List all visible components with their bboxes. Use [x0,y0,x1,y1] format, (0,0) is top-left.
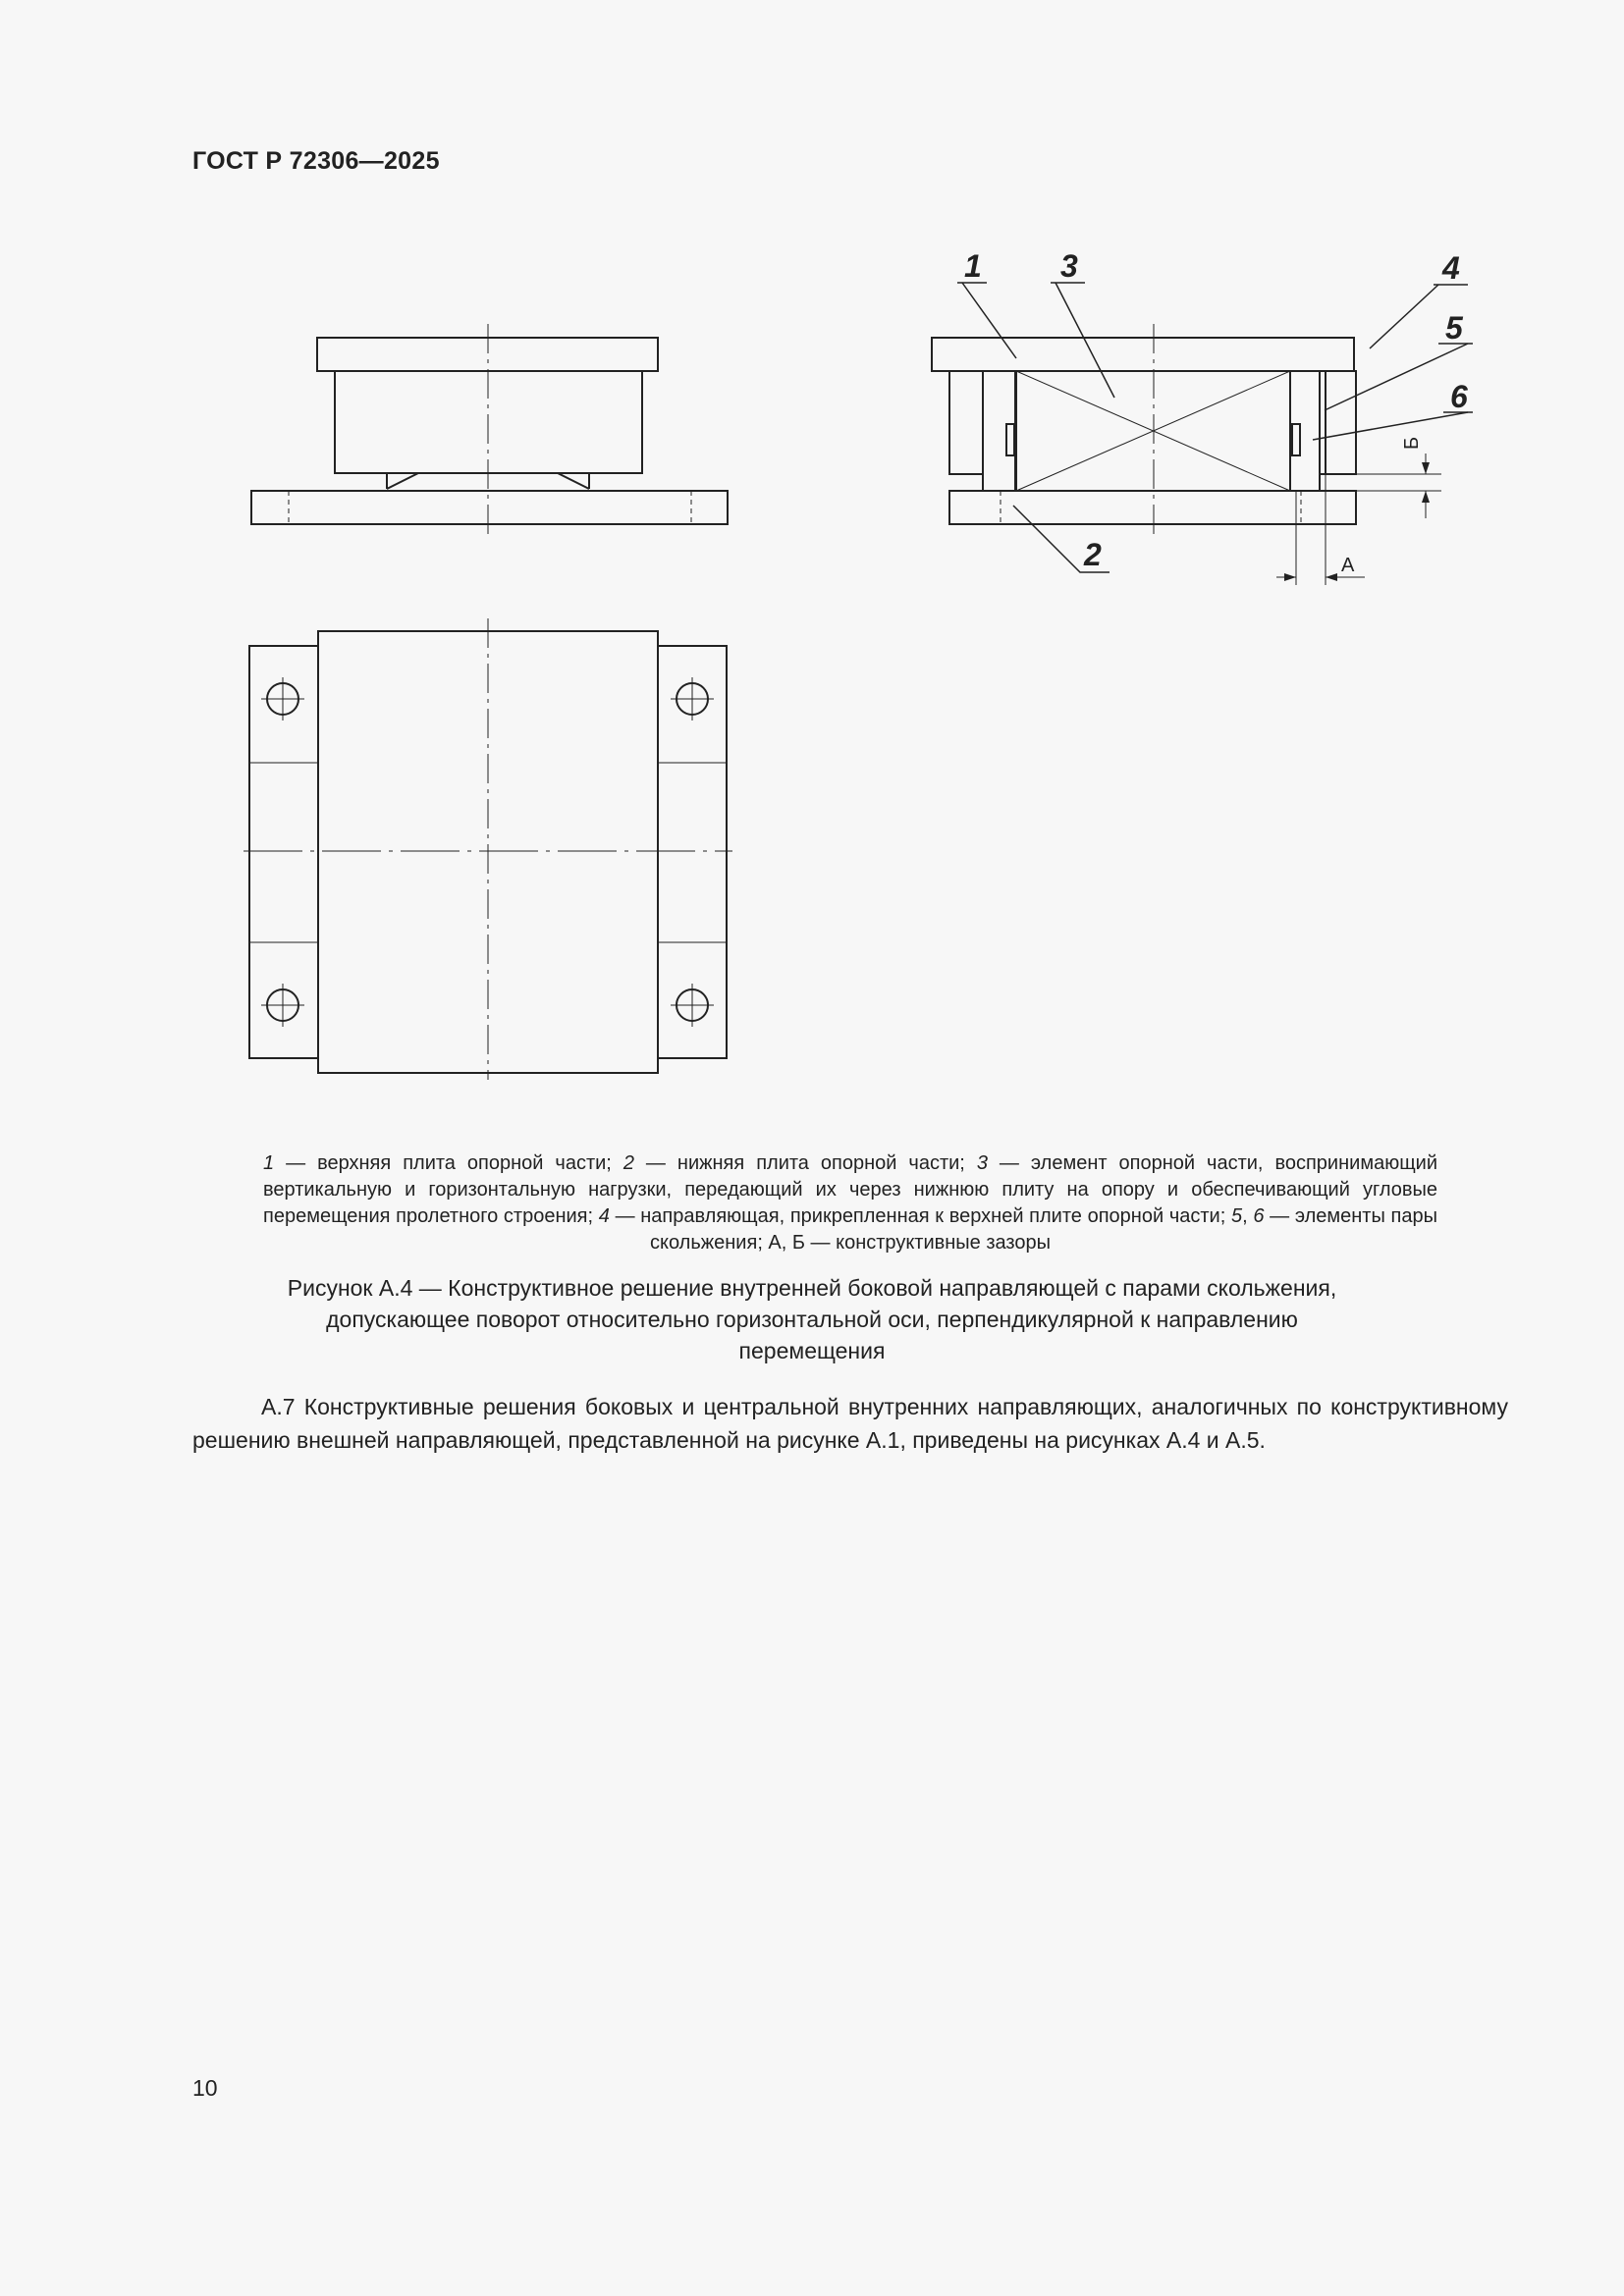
dim-b-label: Б [1401,436,1423,450]
callout-5: 5 [1445,310,1463,346]
legend-text-4: — направляющая, прикрепленная к верхней плите опорной части; [609,1205,1231,1227]
section-right-slide [1292,424,1300,455]
caption-line-2: допускающее поворот относительно горизонтальной оси, перпендикулярной к направлению [326,1307,1298,1332]
legend-text-5: , [1242,1205,1254,1227]
front-view-left [251,324,728,536]
section-right-guide [1326,371,1356,474]
section-top-plate [932,338,1354,371]
page-number: 10 [192,2075,218,2101]
bolt-hole [671,984,714,1027]
bolt-hole [261,677,304,721]
legend-text-3: — элемент опорной части, воспринимающий вертикальную и горизонтальную нагрузки, передающий их через нижнюю плиту на опору и обеспечивающий угловые перемещения пролетного строения; [263,1152,1437,1227]
figure-caption [196,1272,1428,1366]
callout-2: 2 [1084,537,1102,572]
section-left-slide [1006,424,1014,455]
callout-3: 3 [1060,248,1078,284]
legend-num-3: 3 [976,1152,988,1174]
section-left-guide-inner [983,371,1015,491]
paragraph-a7: А.7 Конструктивные решения боковых и центральной внутренних направляющих, аналогичных по конструктивному решению внешней направляющей, представленной на рисунке А.1, приведены на рисунках А.4 и А.5. [192,1394,1508,1453]
dim-a-label: А [1341,555,1355,576]
leader-3 [1056,283,1114,398]
callout-4: 4 [1442,250,1460,286]
caption-line-1: Рисунок А.4 — Конструктивное решение внутренней боковой направляющей с парами скольжения, [287,1275,1337,1301]
plan-view [244,618,732,1080]
technical-drawing [0,0,1624,1139]
legend-num-1: 1 [263,1152,275,1174]
bolt-hole [671,677,714,721]
section-right-guide-inner [1290,371,1320,491]
bolt-hole [261,984,304,1027]
caption-line-3: перемещения [738,1338,886,1363]
bottom-plate [251,491,728,524]
legend-text-1: — верхняя плита опорной части; [274,1152,623,1174]
dim-b-extension [1356,474,1441,491]
callout-6: 6 [1450,379,1468,414]
document-header: ГОСТ Р 72306—2025 [192,147,440,175]
leader-5 [1325,344,1468,410]
section-anchor-hidden [1001,491,1301,524]
leader-4 [1370,285,1438,348]
legend-text-2: — нижняя плита опорной части; [633,1152,977,1174]
bottom-plate-left-flange [249,646,318,1058]
legend-text-6: — элементы пары скольжения; А, Б — конструктивные зазоры [650,1205,1437,1254]
anchor-hidden-lines [289,491,691,524]
section-bottom-plate [949,491,1356,524]
legend-num-6: 6 [1253,1205,1265,1227]
legend-num-4: 4 [598,1205,610,1227]
legend-num-5: 5 [1230,1205,1243,1227]
leader-6 [1313,412,1468,440]
figure-legend [263,1150,1437,1256]
dim-b-arrows [1422,462,1430,503]
legend-num-2: 2 [623,1152,634,1174]
leader-1 [962,283,1016,358]
callout-1: 1 [964,248,982,284]
section-left-guide [949,371,983,474]
section-view [932,283,1468,585]
dim-a-arrows [1284,573,1337,581]
